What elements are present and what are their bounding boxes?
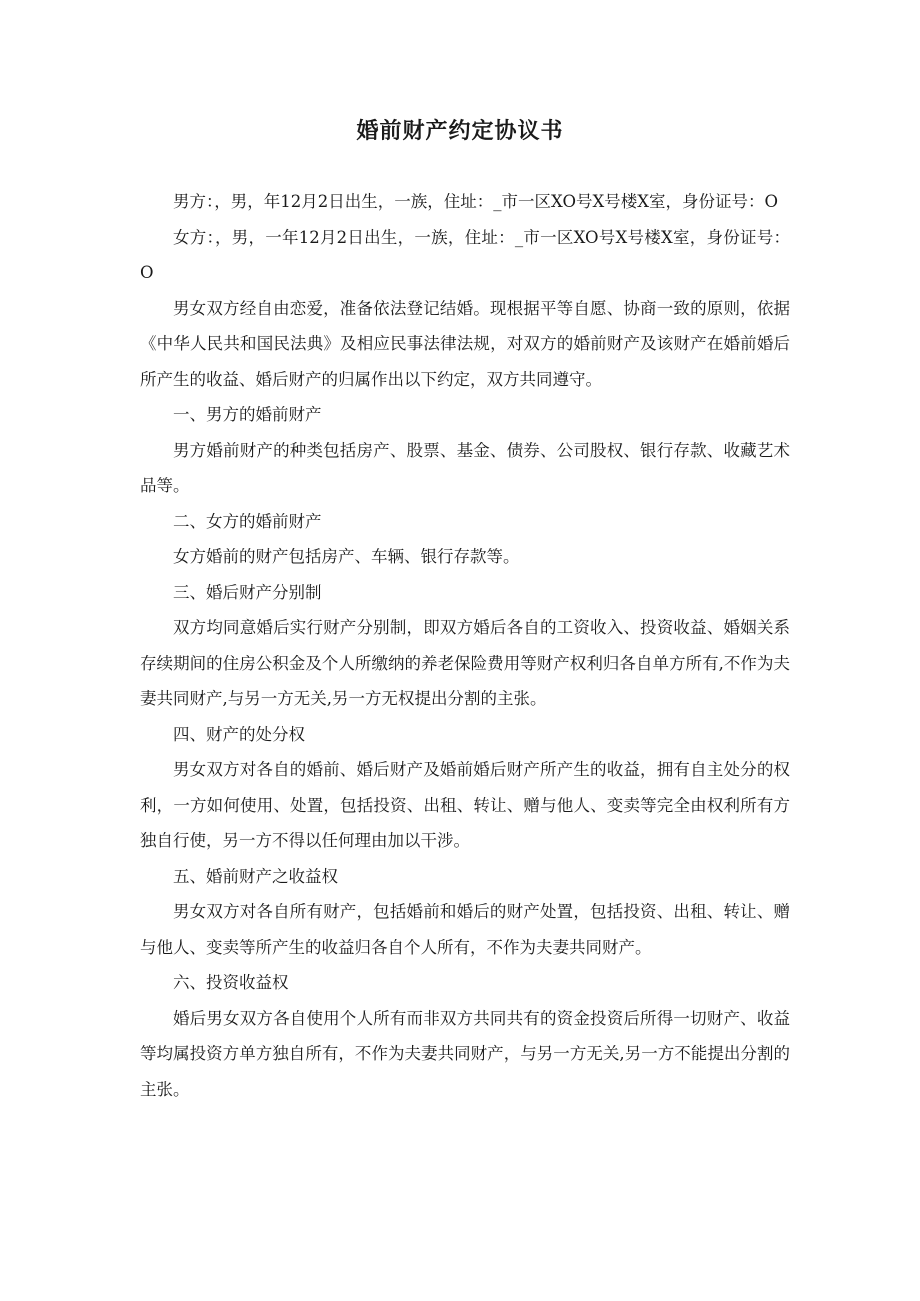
document-title: 婚前财产约定协议书 [356,119,564,144]
section-body-5: 男女双方对各自所有财产，包括婚前和婚后的财产处置，包括投资、出租、转让、赠与他人、变卖等所产生的收益归各自个人所有，不作为夫妻共同财产。 [140,902,790,957]
section-body-2: 女方婚前的财产包括房产、车辆、银行存款等。 [173,547,520,566]
section-heading-2: 二、女方的婚前财产 [173,511,322,531]
preamble-paragraph: 男女双方经自由恋爱，准备依法登记结婚。现根据平等自愿、协商一致的原则，依据《中华人民共和国民法典》及相应民事法律法规，对双方的婚前财产及该财产在婚前婚后所产生的收益、婚后财产的归属作出以下约定，双方共同遵守。 [140,298,790,389]
section-body-6: 婚后男女双方各自使用个人所有而非双方共同共有的资金投资后所得一切财产、收益等均属投资方单方独自所有，不作为夫妻共同财产，与另一方无关,另一方不能提出分割的主张。 [140,1008,790,1099]
section-body-4: 男女双方对各自的婚前、婚后财产及婚前婚后财产所产生的收益，拥有自主处分的权利，一方如何使用、处置，包括投资、出租、转让、赠与他人、变卖等完全由权利所有方独自行使，另一方不得以任何理由加以干涉。 [140,760,790,850]
section-heading-5: 五、婚前财产之收益权 [173,866,338,886]
section-heading-3: 三、婚后财产分别制 [173,582,322,602]
section-heading-1: 一、男方的婚前财产 [173,405,322,424]
document-body [140,184,790,1107]
section-body-1: 男方婚前财产的种类包括房产、股票、基金、债券、公司股权、银行存款、收藏艺术品等。 [140,440,790,495]
section-heading-4: 四、财产的处分权 [173,724,305,744]
section-body-3: 双方均同意婚后实行财产分别制，即双方婚后各自的工资收入、投资收益、婚姻关系存续期间的住房公积金及个人所缴纳的养老保险费用等财产权利归各自单方所有,不作为夫妻共同财产,与另一方无关,另一方无权提出分割的主张。 [140,618,790,708]
party-female-info: 女方：，男，一年12月2日出生，一族，住址：_市一区XO号X号楼X室，身份证号：O [140,227,790,282]
party-male-info: 男方：，男，年12月2日出生，一族，住址：_市一区XO号X号楼X室，身份证号：O [173,192,778,211]
section-heading-6: 六、投资收益权 [173,973,289,992]
